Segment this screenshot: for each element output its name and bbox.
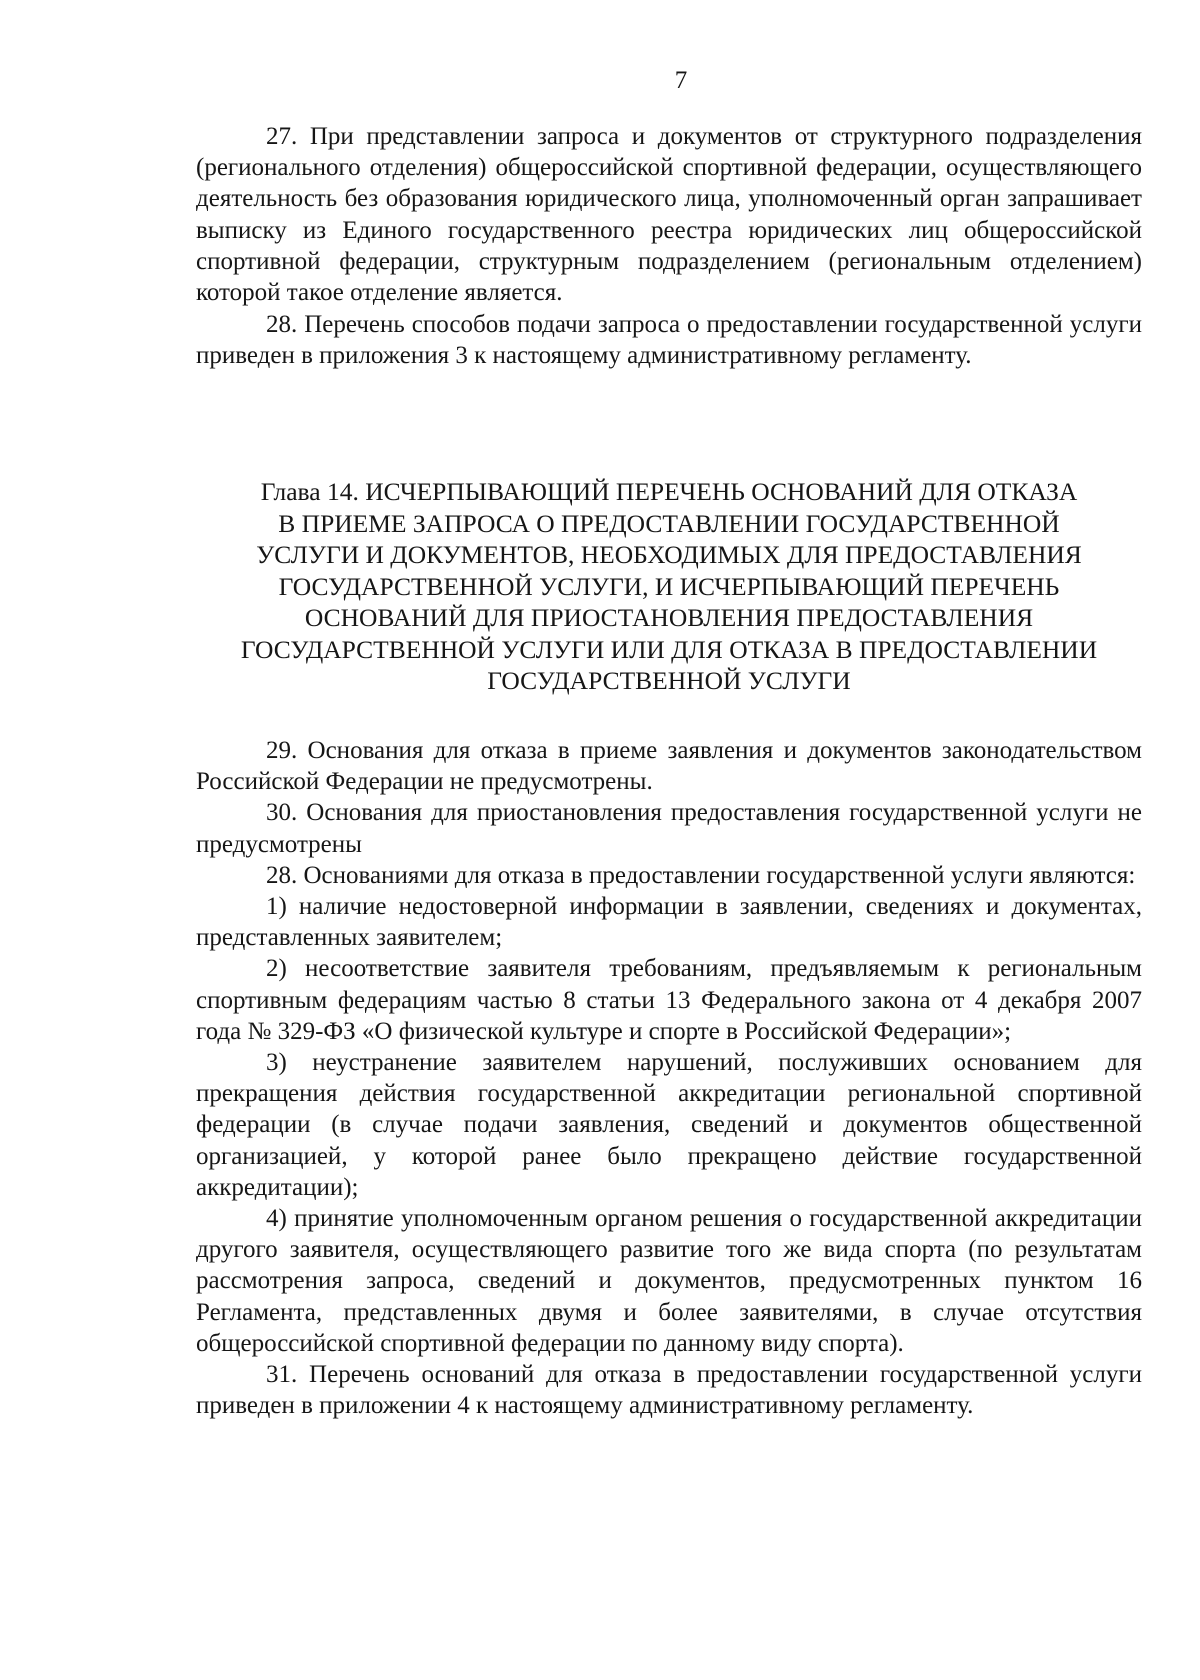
paragraph-29: 29. Основания для отказа в приеме заявления и документов законодательством Российской Федерации не предусмотрены. <box>196 737 1142 796</box>
heading-line: ГОСУДАРСТВЕННОЙ УСЛУГИ, И ИСЧЕРПЫВАЮЩИЙ ПЕРЕЧЕНЬ <box>278 571 1060 601</box>
heading-line: ОСНОВАНИЙ ДЛЯ ПРИОСТАНОВЛЕНИЯ ПРЕДОСТАВЛЕНИЯ <box>304 603 1034 632</box>
text-section-bottom <box>196 735 1142 1421</box>
text-section-top <box>196 121 1142 372</box>
list-item-2: 2) несоответствие заявителя требованиям, предъявляемым к региональным спортивным федерациям частью 8 статьи 13 Федерального закона от 4 декабря 2007 года № 329-ФЗ «О физической культуре и спорте в Российской Федерации»; <box>196 955 1142 1045</box>
list-item-4: 4) принятие уполномоченным органом решения о государственной аккредитации другого заявителя, осуществляющего развитие того же вида спорта (по результатам рассмотрения запроса, сведений и документов, предусмотренных пунктом 16 Регламента, представленных двумя и более заявителями, в случае отсутствия общероссийской спортивной федерации по данному виду спорта). <box>196 1205 1142 1357</box>
heading-line: В ПРИЕМЕ ЗАПРОСА О ПРЕДОСТАВЛЕНИИ ГОСУДАРСТВЕННОЙ <box>278 508 1060 538</box>
paragraph-28: 28. Перечень способов подачи запроса о предоставлении государственной услуги приведен в приложения 3 к настоящему административному регламенту. <box>196 311 1142 370</box>
paragraph-27: 27. При представлении запроса и документов от структурного подразделения (регионального отделения) общероссийской спортивной федерации, осуществляющего деятельность без образования юридического лица, уполномоченный орган запрашивает выписку из Единого государственного реестра юридических лиц общероссийской спортивной федерации, структурным подразделением (региональным отделением) которой такое отделение является. <box>196 123 1142 307</box>
heading-line: ГОСУДАРСТВЕННОЙ УСЛУГИ <box>487 666 851 695</box>
paragraph-31: 31. Перечень оснований для отказа в предоставлении государственной услуги приведен в приложении 4 к настоящему административному регламенту. <box>196 1361 1142 1420</box>
paragraph-30: 30. Основания для приостановления предоставления государственной услуги не предусмотрены <box>196 799 1142 858</box>
list-item-1: 1) наличие недостоверной информации в заявлении, сведениях и документах, представленных заявителем; <box>196 893 1142 952</box>
chapter-heading <box>196 476 1142 697</box>
heading-line: Глава 14. ИСЧЕРПЫВАЮЩИЙ ПЕРЕЧЕНЬ ОСНОВАНИЙ ДЛЯ ОТКАЗА <box>260 477 1078 506</box>
page-number: 7 <box>674 67 688 94</box>
heading-line: УСЛУГИ И ДОКУМЕНТОВ, НЕОБХОДИМЫХ ДЛЯ ПРЕДОСТАВЛЕНИЯ <box>256 540 1082 569</box>
heading-line: ГОСУДАРСТВЕННОЙ УСЛУГИ ИЛИ ДЛЯ ОТКАЗА В ПРЕДОСТАВЛЕНИИ <box>240 634 1098 664</box>
paragraph-refusal-grounds: 28. Основаниями для отказа в предоставлении государственной услуги являются: <box>266 861 1136 889</box>
list-item-3: 3) неустранение заявителем нарушений, послуживших основанием для прекращения действия государственной аккредитации региональной спортивной федерации (в случае подачи заявления, сведений и документов общественной организацией, у которой ранее было прекращено действие государственной аккредитации); <box>196 1049 1142 1201</box>
